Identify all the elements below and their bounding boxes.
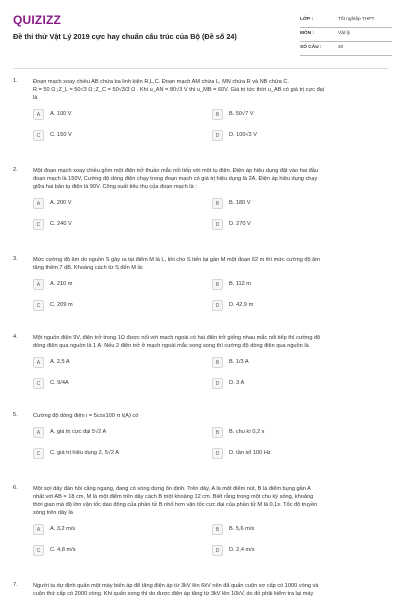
quizizz-logo: QUIZIZZ — [13, 13, 62, 27]
question-text — [33, 334, 390, 350]
question-text-line: R = 50 Ω ;Z_L = 50√3 Ω ;Z_C = 50√3/3 Ω . Khi u_AN = 80√3 V thì u_MB = 60V. Giá trị tức thời u_AB có giá trị cực đại — [33, 87, 325, 93]
header-divider — [13, 68, 388, 69]
question-text-line: dòng điện qua nguồn là 1 A. Nếu 2 điện trở ở mạch ngoài mắc song song thì cường độ dòng điện qua nguồn là — [33, 343, 309, 349]
answer-option-d[interactable] — [212, 448, 384, 460]
answer-option-c[interactable] — [33, 448, 205, 460]
answer-option-a[interactable] — [33, 427, 205, 439]
question-number: 3. — [13, 256, 18, 262]
option-text: B. 180 V — [229, 200, 251, 206]
question-text-line: là — [33, 95, 38, 101]
answer-option-c[interactable] — [33, 545, 205, 557]
option-text: D. 270 V — [229, 221, 251, 227]
option-text: C. 209 m — [50, 302, 73, 308]
question-text-line: Mức cường độ âm do nguồn S gây ra tại điểm M là L, khi cho S tiến lại gần M một đoạn 62 m thì mức cường độ âm — [33, 257, 320, 263]
option-letter-box: A — [33, 109, 44, 120]
answer-option-d[interactable] — [212, 219, 384, 231]
option-letter-box: A — [33, 279, 44, 290]
option-text: A. 200 V — [50, 200, 72, 206]
worksheet-title: Đề thi thử Vật Lý 2019 cực hay chuẩn cấu trúc của Bộ (Đề số 24) — [13, 32, 237, 41]
question-text-line: Người ta dự định quấn một máy biến áp để tăng điện áp từ 3kV lên 6kV nên đã quấn cuộn sơ cấp có 1000 vòng và — [33, 583, 319, 589]
question-number: 5. — [13, 412, 18, 418]
answer-option-d[interactable] — [212, 130, 384, 142]
option-letter-box: A — [33, 427, 44, 438]
answer-option-b[interactable] — [212, 427, 384, 439]
answer-option-c[interactable] — [33, 378, 205, 390]
meta-label: SỐ CÂU : — [300, 45, 322, 50]
option-letter-box: B — [212, 524, 223, 535]
option-letter-box: B — [212, 427, 223, 438]
option-text: A. giá trị cực đại 5√2 A — [50, 429, 107, 435]
question-text-line: Cường độ dòng điện i = 5cos100 π t(A) có — [33, 413, 139, 419]
meta-label: LỚP : — [300, 17, 314, 22]
option-letter-box: C — [33, 130, 44, 141]
option-letter-box: D — [212, 300, 223, 311]
option-text: B. 50√7 V — [229, 111, 254, 117]
option-text: C. 150 V — [50, 132, 72, 138]
answer-option-b[interactable] — [212, 357, 384, 369]
answer-option-a[interactable] — [33, 279, 205, 291]
question-text-line: đoạn mạch là 150V, Cường độ dòng điện chạy trong đoạn mạch có giá trị hiệu dụng là 2A. Điện áp hiệu dụng chạy — [33, 176, 318, 182]
question-text — [33, 412, 390, 420]
question-text — [33, 582, 390, 598]
question-text — [33, 78, 390, 102]
question-text-line: cuộn thứ cấp có 2000 vòng. Khi quấn xong thì do được điện áp tăng từ 3kV lên 10kV, do đó phải kiểm tra lại máy — [33, 591, 314, 597]
option-letter-box: D — [212, 378, 223, 389]
answer-option-a[interactable] — [33, 109, 205, 121]
option-text: B. 1/3 A — [229, 359, 249, 365]
answer-option-a[interactable] — [33, 357, 205, 369]
worksheet-meta — [300, 14, 392, 56]
option-text: B. 112 m — [229, 281, 251, 287]
option-text: B. chu kì 0,2 s — [229, 429, 265, 435]
answer-option-c[interactable] — [33, 219, 205, 231]
option-text: C. 4,8 m/s — [50, 547, 76, 553]
question-text-line: sóng trên dây là — [33, 510, 73, 516]
option-letter-box: A — [33, 357, 44, 368]
meta-row-count — [300, 42, 392, 56]
meta-value: Vật lý — [338, 31, 350, 36]
option-text: A. 2,5 A — [50, 359, 70, 365]
option-letter-box: A — [33, 198, 44, 209]
question-text — [33, 167, 390, 191]
option-text: D. 2,4 m/s — [229, 547, 255, 553]
meta-value: Tốt nghiệp THPT — [338, 17, 375, 22]
option-letter-box: B — [212, 279, 223, 290]
answer-option-a[interactable] — [33, 198, 205, 210]
answer-option-d[interactable] — [212, 545, 384, 557]
answer-option-b[interactable] — [212, 279, 384, 291]
meta-row-subject — [300, 28, 392, 42]
option-text: D. 3 A — [229, 380, 245, 386]
option-letter-box: D — [212, 448, 223, 459]
question-text-line: giữa hai bản tụ điện là 90V. Công suất tiêu thụ của đoạn mạch là : — [33, 184, 197, 190]
option-text: D. 42,9 m — [229, 302, 254, 308]
option-text: C. 240 V — [50, 221, 72, 227]
question-text-line: Một sợi dây đàn hồi căng ngang, đang có sóng dừng ổn định. Trên dây, A là một điểm nút, B là điểm bụng gần A — [33, 486, 311, 492]
answer-option-c[interactable] — [33, 300, 205, 312]
option-text: B. 5,6 m/s — [229, 526, 255, 532]
question-text — [33, 485, 390, 517]
question-text-line: tăng thêm 7 dB. Khoảng cách từ S đến M là: — [33, 265, 144, 271]
worksheet-header — [0, 0, 400, 62]
question-number: 6. — [13, 485, 18, 491]
option-text: C. giá trị hiệu dụng 2, 5√2 A — [50, 450, 119, 456]
question-number: 2. — [13, 167, 18, 173]
option-letter-box: D — [212, 545, 223, 556]
answer-option-c[interactable] — [33, 130, 205, 142]
option-letter-box: D — [212, 219, 223, 230]
question-number: 1. — [13, 78, 18, 84]
meta-value: 40 — [338, 45, 344, 50]
option-letter-box: B — [212, 357, 223, 368]
answer-option-b[interactable] — [212, 109, 384, 121]
option-text: D. tần số 100 Hz — [229, 450, 271, 456]
option-letter-box: B — [212, 198, 223, 209]
option-text: C. 9/4A — [50, 380, 69, 386]
question-text-line: thời gian mà độ lớn vận tốc dao động của phần tử B nhỏ hơn vận tốc cực đại của phần tử M là 0,1s. Tốc độ truyền — [33, 502, 318, 508]
answer-option-b[interactable] — [212, 198, 384, 210]
option-letter-box: C — [33, 545, 44, 556]
answer-option-d[interactable] — [212, 378, 384, 390]
option-letter-box: C — [33, 378, 44, 389]
option-text: D. 100√3 V — [229, 132, 257, 138]
question-number: 4. — [13, 334, 18, 340]
option-letter-box: D — [212, 130, 223, 141]
meta-row-class — [300, 14, 392, 28]
option-letter-box: C — [33, 448, 44, 459]
question-text-line: Một nguồn điện 9V, điện trở trong 1Ω được nối với mạch ngoài có hai điện trở giống nhau mắc nối tiếp thì cường độ — [33, 335, 321, 341]
question-text-line: Một đoạn mạch xoay chiều gồm một điện trở thuần mắc nối tiếp với một tụ điện. Điện áp hiệu dụng đặt vào hai đầu — [33, 168, 319, 174]
option-text: A. 100 V — [50, 111, 72, 117]
meta-label: MÔN : — [300, 31, 315, 36]
question-text — [33, 256, 390, 272]
answer-option-a[interactable] — [33, 524, 205, 536]
answer-option-d[interactable] — [212, 300, 384, 312]
option-text: A. 210 m — [50, 281, 73, 287]
question-number: 7. — [13, 582, 18, 588]
option-letter-box: A — [33, 524, 44, 535]
question-text-line: nhất với AB = 18 cm, M là một điểm trên dây cách B một khoảng 12 cm. Biết rằng trong một chu kỳ sóng, khoảng — [33, 494, 314, 500]
option-letter-box: B — [212, 109, 223, 120]
answer-option-b[interactable] — [212, 524, 384, 536]
question-text-line: Đoạn mạch xoay chiều AB chứa ba linh kiện R,L,C. Đoạn mạch AM chứa L, MN chứa R và NB chứa C. — [33, 79, 289, 85]
option-letter-box: C — [33, 219, 44, 230]
option-text: A. 3,2 m/s — [50, 526, 76, 532]
option-letter-box: C — [33, 300, 44, 311]
